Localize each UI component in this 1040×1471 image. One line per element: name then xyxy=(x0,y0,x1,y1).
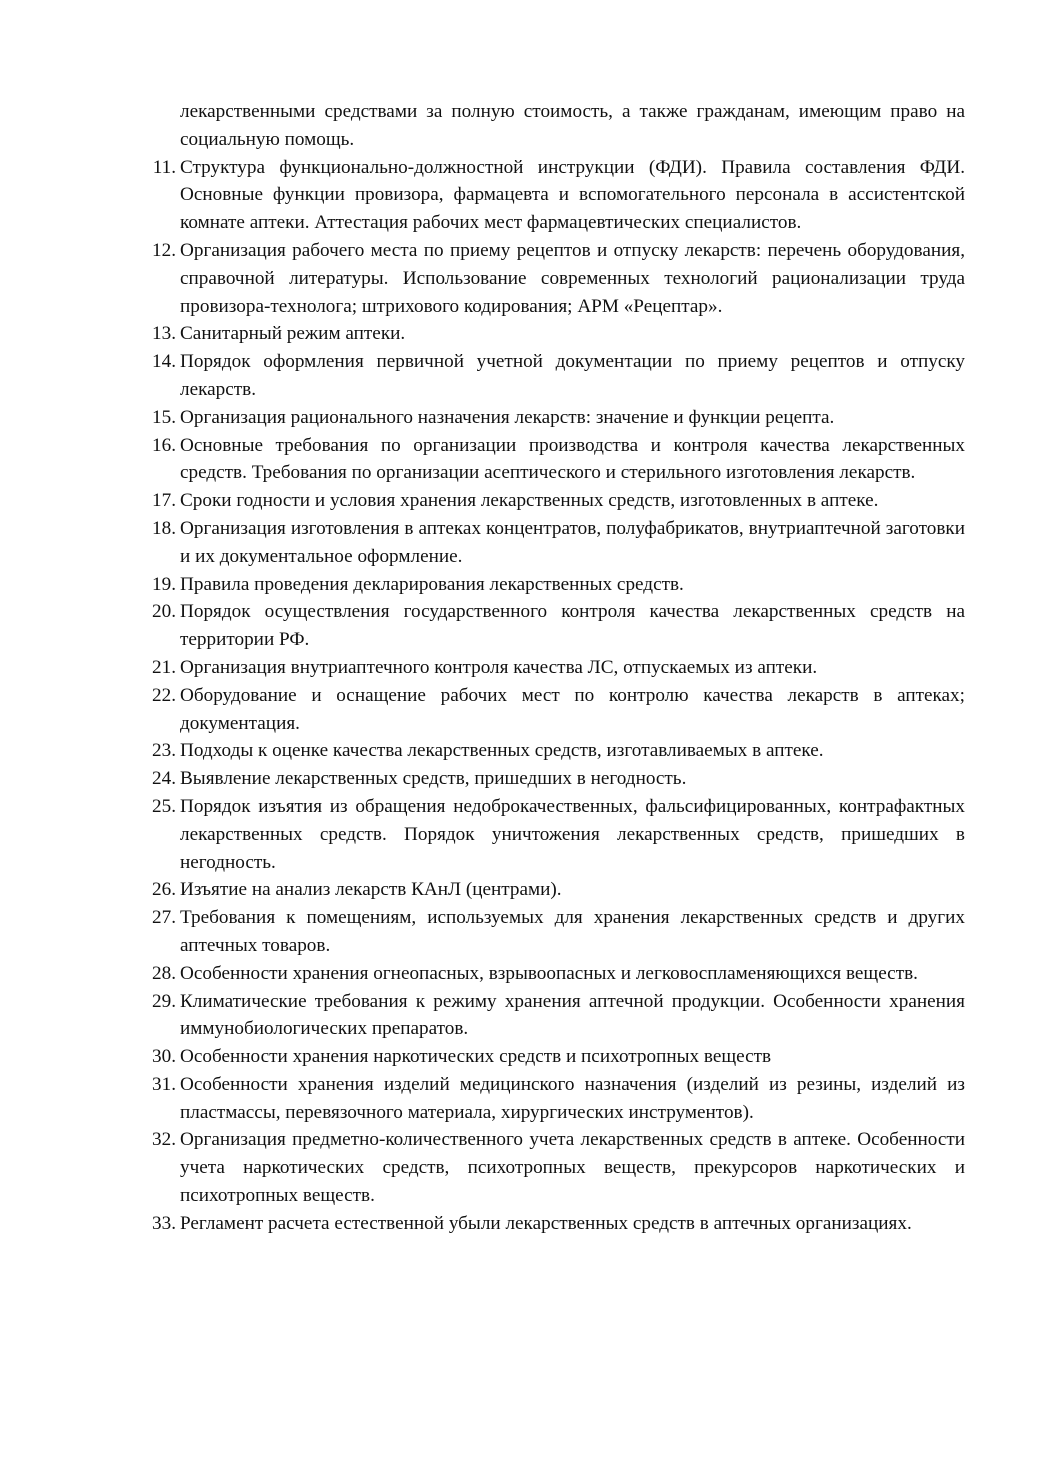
list-item-number: 16. xyxy=(152,434,176,456)
list-item xyxy=(152,237,965,320)
numbered-list xyxy=(0,154,965,1238)
list-item xyxy=(152,654,965,682)
list-item-text: Структура функционально-должностной инструкции (ФДИ). Правила составления ФДИ. Основные функции провизора, фармацевта и вспомогательного персонала в ассистентской комнате аптеки. Аттестация рабочих мест фармацевтических специалистов. xyxy=(180,156,965,234)
list-item xyxy=(152,432,965,488)
list-item xyxy=(152,793,965,876)
list-item-text: Организация рабочего места по приему рецептов и отпуску лекарств: перечень оборудования, справочной литературы. Использование современных технологий рационализации труда провизора-технолога; штрихового кодирования; АРМ «Рецептар». xyxy=(180,239,965,317)
list-item xyxy=(152,571,965,599)
list-item-text: Климатические требования к режиму хранения аптечной продукции. Особенности хранения иммунобиологических препаратов. xyxy=(180,990,965,1040)
list-item-number: 22. xyxy=(152,684,176,706)
list-item-number: 31. xyxy=(152,1073,176,1095)
list-item-number: 30. xyxy=(152,1046,176,1068)
list-item-text: Организация внутриаптечного контроля качества ЛС, отпускаемых из аптеки. xyxy=(180,656,818,678)
list-item-text: Изъятие на анализ лекарств КАнЛ (центрами). xyxy=(180,879,562,901)
list-item-number: 21. xyxy=(152,656,176,678)
list-item-number: 27. xyxy=(152,907,176,929)
list-item-number: 26. xyxy=(152,879,176,901)
list-item xyxy=(152,1126,965,1209)
list-item xyxy=(152,154,965,237)
list-item-text: Порядок осуществления государственного контроля качества лекарственных средств на территории РФ. xyxy=(180,601,965,651)
list-item xyxy=(152,320,965,348)
list-item-number: 25. xyxy=(152,795,176,817)
list-item-text: Организация предметно-количественного учета лекарственных средств в аптеке. Особенности учета наркотических средств, психотропных веществ, прекурсоров наркотических и психотропных веществ. xyxy=(180,1129,965,1207)
list-item xyxy=(152,765,965,793)
list-item-number: 15. xyxy=(152,406,176,428)
list-item-number: 13. xyxy=(152,323,176,345)
list-item xyxy=(152,1043,965,1071)
list-item-number: 29. xyxy=(152,990,176,1012)
list-item-text: Требования к помещениям, используемых для хранения лекарственных средств и других аптечных товаров. xyxy=(180,907,965,956)
list-item-text: Основные требования по организации производства и контроля качества лекарственных средств. Требования по организации асептического и стерильного изготовления лекарств. xyxy=(180,434,965,484)
list-item-number: 20. xyxy=(152,601,176,623)
list-item-number: 28. xyxy=(152,962,176,984)
list-item-number: 23. xyxy=(152,740,176,762)
list-item-text: Правила проведения декларирования лекарственных средств. xyxy=(180,573,684,595)
list-item-text: Выявление лекарственных средств, пришедших в негодность. xyxy=(180,768,687,790)
list-item-number: 24. xyxy=(152,768,176,790)
list-item xyxy=(152,737,965,765)
list-item xyxy=(152,515,965,571)
list-item xyxy=(152,904,965,960)
list-item-text: Порядок изъятия из обращения недоброкачественных, фальсифицированных, контрафактных лекарственных средств. Порядок уничтожения лекарственных средств, пришедших в негодность. xyxy=(180,795,965,873)
list-item xyxy=(152,960,965,988)
continued-paragraph: лекарственными средствами за полную стоимость, а также гражданам, имеющим право на социальную помощь. xyxy=(180,101,965,150)
list-item xyxy=(152,682,965,738)
list-item xyxy=(152,404,965,432)
list-item xyxy=(152,988,965,1044)
list-item-number: 17. xyxy=(152,490,176,512)
list-item xyxy=(152,598,965,654)
list-item xyxy=(152,1071,965,1127)
list-item-number: 14. xyxy=(152,351,176,373)
list-item-text: Организация изготовления в аптеках концентратов, полуфабрикатов, внутриаптечной заготовки и их документальное оформление. xyxy=(180,517,965,567)
list-item-number: 18. xyxy=(152,517,176,539)
list-item-text: Особенности хранения наркотических средств и психотропных веществ xyxy=(180,1046,772,1068)
list-item-text: Порядок оформления первичной учетной документации по приему рецептов и отпуску лекарств. xyxy=(180,351,965,400)
list-item-text: Сроки годности и условия хранения лекарственных средств, изготовленных в аптеке. xyxy=(180,490,879,512)
list-item-number: 33. xyxy=(152,1212,176,1234)
list-item xyxy=(152,487,965,515)
list-item xyxy=(152,1210,965,1238)
list-item-text: Особенности хранения изделий медицинского назначения (изделий из резины, изделий из пластмассы, перевязочного материала, хирургических инструментов). xyxy=(180,1073,965,1123)
list-item xyxy=(152,348,965,404)
list-item-text: Оборудование и оснащение рабочих мест по контролю качества лекарств в аптеках; документация. xyxy=(180,684,965,734)
list-item-text: Санитарный режим аптеки. xyxy=(180,323,406,345)
list-item-number: 32. xyxy=(152,1129,176,1151)
list-item-text: Регламент расчета естественной убыли лекарственных средств в аптечных организациях. xyxy=(180,1212,912,1234)
list-item-number: 19. xyxy=(152,573,176,595)
list-item-number: 12. xyxy=(152,239,176,261)
list-item-text: Организация рационального назначения лекарств: значение и функции рецепта. xyxy=(180,406,835,428)
list-item-text: Особенности хранения огнеопасных, взрывоопасных и легковоспламеняющихся веществ. xyxy=(180,962,918,984)
list-item-text: Подходы к оценке качества лекарственных средств, изготавливаемых в аптеке. xyxy=(180,740,824,762)
list-item-number: 11. xyxy=(152,156,176,178)
list-item xyxy=(152,876,965,904)
